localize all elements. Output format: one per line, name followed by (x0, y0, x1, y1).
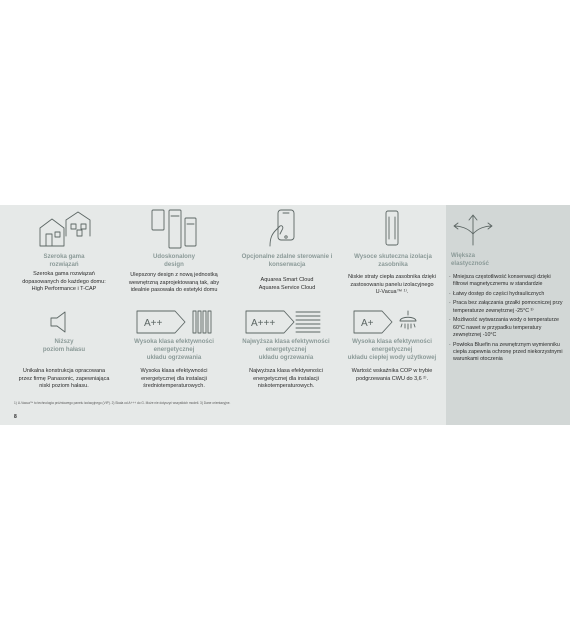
feature-desc-heating-a3: Najwyższa klasa efektywności energetycznej dla instalacji niskotemperaturowych. (249, 368, 323, 390)
list-item: · Powłoka Bluefin na zewnętrznym wymienniku ciepła zapewnia ochronę przed niekorzystnymi warunkami otoczenia (449, 342, 567, 364)
feature-desc-heating-a2: Wysoka klasa efektywności energetycznej dla instalacji średniotemperaturowych. (140, 368, 208, 390)
badge-label: A+++ (251, 318, 276, 329)
energy-label-radiator-icon (135, 307, 215, 339)
page-number: 8 (14, 414, 17, 420)
houses-icon (36, 210, 92, 248)
feature-title-insulation: Wysoce skuteczna izolacja zasobnika (354, 253, 432, 268)
list-item: · Łatwy dostęp do części hydraulicznych (449, 291, 567, 298)
smartphone-icon (264, 208, 308, 248)
badge-label: A+ (361, 318, 374, 329)
feature-title-noise: Niższy poziom hałasu (42, 338, 86, 353)
feature-desc-remote: Aquarea Smart Cloud Aquarea Service Cloud (258, 277, 316, 291)
speaker-icon (48, 309, 76, 335)
feature-desc-insulation: Niskie straty ciepła zasobnika dzięki zastosowaniu panelu izolacyjnego U-Vacua™ ¹⁾. (348, 274, 436, 296)
flexibility-title: Większa elastyczność (451, 252, 489, 267)
feature-title-heating-a3: Najwyższa klasa efektywności energetycznej układu ogrzewania (242, 338, 330, 361)
list-item: · Praca bez załączania grzałki pomocniczej przy temperaturze zewnętrznej -25°C ³⁾ (449, 300, 567, 315)
flexible-arrows-icon (450, 212, 496, 246)
tank-icon (380, 209, 404, 247)
energy-label-floor-heating-icon (244, 307, 324, 339)
indoor-units-icon (149, 208, 199, 250)
feature-desc-dhw: Wartość wskaźnika COP w trybie podgrzewania CWU do 3,6 ²⁾. (351, 368, 433, 382)
footnote: 1) U-Vacua™ to technologia próżniowego panelu izolacyjnego (VIP). 2) Skala od A+++ do G. Może nie dotyczyć wszystkich modeli. 3) Dane orientacyjne. (14, 401, 231, 405)
feature-desc-noise: Unikalna konstrukcja opracowana przez firmę Panasonic, zapewniająca niski poziom hałasu. (18, 368, 110, 390)
feature-title-design: Udoskonalony design (153, 253, 195, 268)
feature-title-range: Szeroka gama rozwiązań (43, 253, 85, 268)
badge-label: A++ (144, 318, 163, 329)
feature-title-dhw: Wysoka klasa efektywności energetycznej układu ciepłej wody użytkowej (347, 338, 437, 361)
feature-title-heating-a2: Wysoka klasa efektywności energetycznej układu ogrzewania (134, 338, 214, 361)
feature-desc-range: Szeroka gama rozwiązań dopasowanych do każdego domu: High Performance i T-CAP (22, 271, 106, 293)
list-item: · Mniejsza częstotliwość konserwacji dzięki filtrowi magnetycznemu w standardzie (449, 274, 567, 289)
feature-desc-design: Ulepszony design z nową jednostką wewnętrzną zaprojektowaną tak, aby idealnie pasowała do estetyki domu (128, 272, 220, 294)
list-item: · Możliwość wytwarzania wody o temperaturze 60°C nawet w przypadku temperatury zewnętrznej -10°C (449, 317, 567, 339)
energy-label-shower-icon (352, 307, 432, 339)
feature-title-remote: Opcjonalne zdalne sterowanie i konserwacja (241, 253, 333, 268)
flexibility-list (449, 274, 567, 366)
